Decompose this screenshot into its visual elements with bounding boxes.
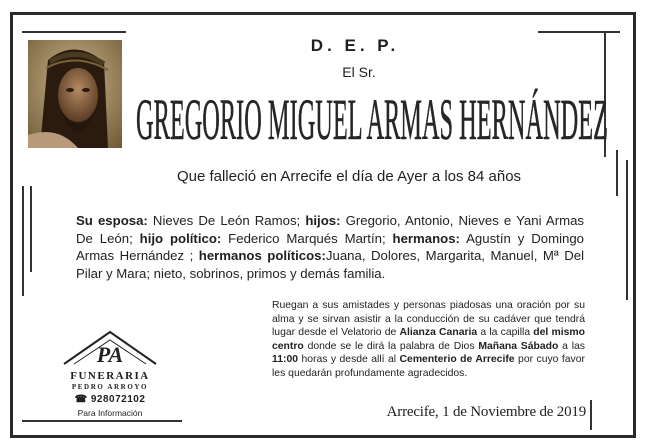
prayer-paragraph: Ruegan a sus amistades y personas piadosas una oración por su alma y se sirvan asistir a la conducción de su cadáver que tendrá lugar desde el Velatorio de Alianza Canaria a la capilla del mismo centro donde se le dirá la palabra de Dios Mañana Sábado a las 11:00 horas y desde allí al Cementerio de Arrecife por cuyo favor les quedarán profundamente agradecidos. [272,300,585,379]
family-paragraph: Su esposa: Nieves De León Ramos; hijos: Gregorio, Antonio, Nieves e Yani Armas De León; hijo político: Federico Marqués Martín; hermanos: Agustín y Domingo Armas Hernández ; hermanos políticos:Juana, Dolores, Margarita, Manuel, Mª Del Pilar y Mara; nieto, sobrinos, primos y demás familia. [76,213,585,281]
deceased-name-text: GREGORIO MIGUEL ARMAS HERNÁNDEZ [136,87,608,150]
svg-text:PA: PA [96,342,124,366]
deco-line-top-left [22,31,126,33]
deco-line-left-mid [30,186,32,272]
dep-heading: D. E. P. [310,36,400,55]
logo-emblem-icon [60,328,160,366]
funeral-home-phone: ☎ 928072102 [74,394,146,405]
title-prefix: El Sr. [342,64,376,80]
info-label: Para Información [77,408,143,418]
deco-line-bottom-left [22,420,182,422]
deco-line-top-right-h [538,31,620,33]
death-notice: Que falleció en Arrecife el día de Ayer a los 84 años [176,168,522,185]
deceased-name [128,86,616,150]
deco-line-bottom-right [590,400,592,430]
deco-line-left-mid2 [22,186,24,296]
religious-portrait [28,40,122,148]
place-date: Arrecife, 1 de Noviembre de 2019 [386,404,586,420]
funeral-home-name: FUNERARIA [70,370,150,382]
funeral-home-logo [60,328,160,418]
funeral-home-owner: PEDRO ARROYO [71,383,149,391]
